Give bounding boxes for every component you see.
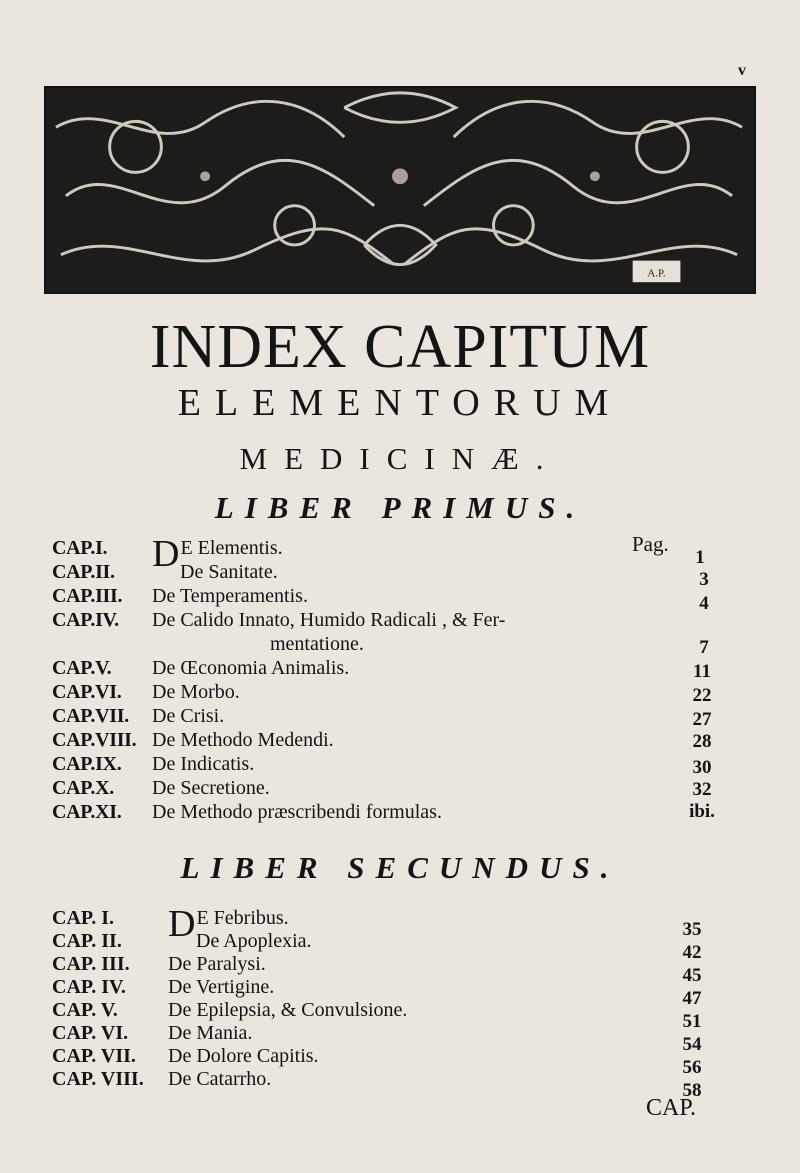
page-number: 11: [693, 661, 711, 682]
page-number: 30: [692, 757, 712, 778]
chapter-title: De Œconomia Animalis.: [152, 657, 350, 679]
chapter-title: D E Elementis.: [152, 533, 283, 575]
chapter-title: De Methodo præscribendi formulas.: [152, 801, 442, 823]
liber-primus-heading: LIBER PRIMUS.: [214, 490, 586, 525]
chapter-label: CAP.VII.: [52, 705, 129, 727]
page-number: 32: [692, 779, 712, 800]
chapter-title: De Calido Innato, Humido Radicali , & Fer-: [152, 609, 506, 631]
decorative-headpiece: [44, 86, 756, 294]
signature-mark: v: [738, 62, 746, 79]
chapter-label: CAP.II.: [52, 561, 115, 583]
chapter-title: De Vertigine.: [168, 976, 275, 998]
page-number: ibi.: [689, 801, 715, 822]
chapter-title: De Crisi.: [152, 705, 225, 727]
page-number: 45: [682, 965, 702, 986]
chapter-label: CAP.IX.: [52, 753, 122, 775]
chapter-label: CAP.VIII.: [52, 729, 137, 751]
chapter-label: CAP. VI.: [52, 1022, 129, 1044]
page-number: 22: [692, 685, 712, 706]
headpiece-ornament-icon: [46, 88, 754, 292]
page-column-label: Pag.: [632, 532, 669, 556]
headpiece-monogram: A.P.: [647, 267, 666, 280]
chapter-label: CAP.X.: [52, 777, 114, 799]
chapter-label: CAP. I.: [52, 907, 115, 929]
chapter-title: De Mania.: [168, 1022, 253, 1044]
page-number: 54: [682, 1034, 702, 1055]
chapter-title: De Paralysi.: [168, 953, 266, 975]
chapter-label: CAP. IV.: [52, 976, 126, 998]
chapter-label: CAP. III.: [52, 953, 130, 975]
chapter-label: CAP. VII.: [52, 1045, 136, 1067]
chapter-title: De Morbo.: [152, 681, 240, 703]
chapter-title: De Epilepsia, & Convulsione.: [168, 999, 408, 1021]
drop-cap: D: [168, 903, 196, 945]
title-line-3: MEDICINÆ.: [239, 441, 561, 476]
chapter-title: De Sanitate.: [180, 561, 278, 583]
page-number: 51: [682, 1011, 702, 1032]
chapter-label: CAP.VI.: [52, 681, 122, 703]
page-number: 27: [692, 709, 712, 730]
chapter-title: De Indicatis.: [152, 753, 255, 775]
page-number: 28: [692, 731, 712, 752]
page-number: 35: [682, 919, 702, 940]
chapter-label: CAP.IV.: [52, 609, 119, 631]
chapter-title-continuation: mentatione.: [270, 633, 364, 655]
page-number: 4: [699, 593, 709, 614]
chapter-title: De Methodo Medendi.: [152, 729, 334, 751]
catchword: CAP.: [646, 1095, 697, 1121]
chapter-title: D E Febribus.: [168, 903, 289, 945]
chapter-title: De Apoplexia.: [196, 930, 312, 952]
page-number: 1: [695, 547, 705, 568]
page-number: 7: [699, 637, 709, 658]
chapter-title: De Secretione.: [152, 777, 270, 799]
drop-cap: D: [152, 533, 180, 575]
chapter-label: CAP. II.: [52, 930, 122, 952]
chapter-title: De Catarrho.: [168, 1068, 272, 1090]
chapter-label: CAP.III.: [52, 585, 123, 607]
chapter-label: CAP. V.: [52, 999, 118, 1021]
title-line-2: ELEMENTORUM: [177, 382, 623, 424]
title-line-1: INDEX CAPITUM: [149, 313, 651, 381]
liber-secundus-heading: LIBER SECUNDUS.: [180, 850, 620, 885]
page-number: 3: [699, 569, 709, 590]
chapter-label: CAP. VIII.: [52, 1068, 144, 1090]
chapter-label: CAP.XI.: [52, 801, 122, 823]
page-number: 58: [682, 1080, 702, 1101]
page-number: 56: [682, 1057, 702, 1078]
chapter-label: CAP.I.: [52, 537, 108, 559]
chapter-title: De Temperamentis.: [152, 585, 308, 607]
page-number: 47: [682, 988, 702, 1009]
chapter-title: De Dolore Capitis.: [168, 1045, 319, 1067]
chapter-label: CAP.V.: [52, 657, 112, 679]
page-number: 42: [682, 942, 702, 963]
